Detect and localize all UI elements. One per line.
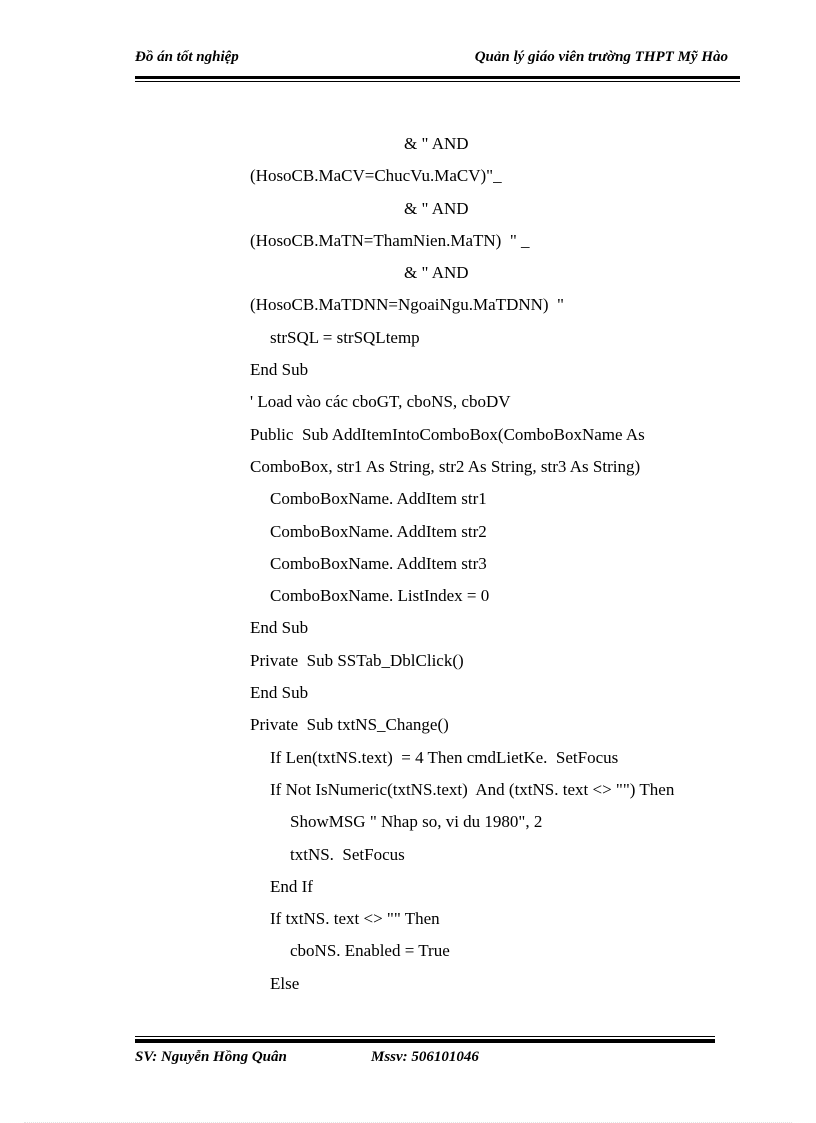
code-line: End Sub [250,618,309,638]
code-line: Private Sub txtNS_Change() [250,715,449,735]
footer-rule-thick [135,1039,715,1043]
code-line: Public Sub AddItemIntoComboBox(ComboBoxName As [250,424,645,444]
code-line: Private Sub SSTab_DblClick() [250,650,464,670]
code-line: Else [270,973,300,993]
code-line: & " AND [404,134,469,153]
footer-student-id: Mssv: 506101046 [371,1049,479,1065]
code-line: ComboBox, str1 As String, str2 As String, str3 As String) [250,456,641,476]
code-line: ComboBoxName. AddItem str3 [270,553,487,573]
footer-rule-thin [135,1036,715,1037]
code-line: strSQL = strSQLtemp [270,327,420,347]
code-line: End Sub [250,683,309,703]
code-line: ShowMSG " Nhap so, vi du 1980", 2 [290,812,543,832]
header-document-title: Đồ án tốt nghiệp [135,49,239,65]
code-line: If txtNS. text <> "" Then [270,909,440,929]
header-rule-thick [135,76,740,79]
code-listing [250,130,674,1002]
code-line: End If [270,876,313,896]
code-line: End Sub [250,360,309,380]
code-line: (HosoCB.MaCV=ChucVu.MaCV)"_ [250,166,502,186]
footer-student-name: SV: Nguyễn Hồng Quân [135,1049,287,1065]
code-line: & " AND [404,198,469,218]
code-line: ComboBoxName. AddItem str1 [270,489,487,509]
code-line: cboNS. Enabled = True [290,941,450,961]
header-project-title: Quản lý giáo viên trường THPT Mỹ Hào [474,49,728,65]
code-line: If Not IsNumeric(txtNS.text) And (txtNS. text <> "") Then [270,779,675,799]
code-line: If Len(txtNS.text) = 4 Then cmdLietKe. SetFocus [270,747,619,767]
header-rule-thin [135,81,740,82]
code-comment-line: ' Load vào các cboGT, cboNS, cboDV [250,392,511,412]
code-line: ComboBoxName. ListIndex = 0 [270,586,490,606]
code-line: & " AND [404,263,469,283]
code-line: txtNS. SetFocus [290,844,405,864]
code-line: (HosoCB.MaTDNN=NgoaiNgu.MaTDNN) " [250,295,564,315]
code-line: (HosoCB.MaTN=ThamNien.MaTN) " _ [250,230,530,250]
code-line: ComboBoxName. AddItem str2 [270,521,487,541]
